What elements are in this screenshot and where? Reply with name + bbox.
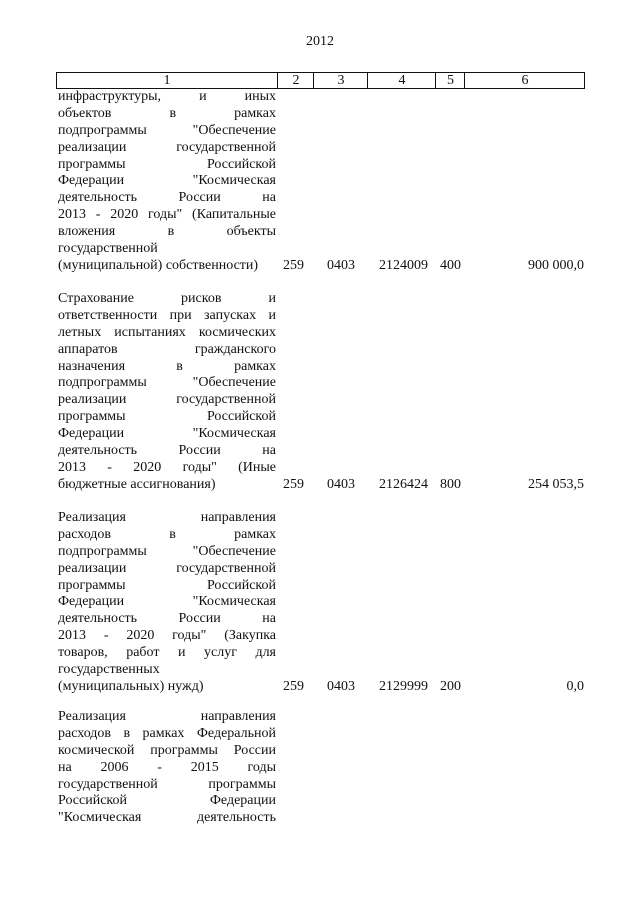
row-description: [58, 510, 276, 696]
desc-line: подпрограммы "Обеспечение: [58, 122, 276, 138]
desc-line: деятельность России на: [58, 611, 276, 627]
cell-col-5: 400: [440, 258, 461, 273]
header-col-5: 5: [435, 73, 465, 88]
desc-line: 2013 - 2020 годы" (Закупка: [58, 628, 276, 644]
desc-line: Реализация направления: [58, 510, 276, 525]
desc-line: подпрограммы "Обеспечение: [58, 375, 276, 391]
desc-line: государственной: [58, 241, 158, 257]
desc-line: программы Российской: [58, 156, 276, 172]
desc-line: реализации государственной: [58, 392, 276, 408]
desc-line: назначения в рамках: [58, 358, 276, 374]
cell-col-6: 254 053,5: [528, 477, 584, 492]
desc-line: Реализация направления: [58, 709, 276, 724]
desc-line: "Космическая деятельность: [58, 810, 276, 826]
cell-col-4: 2126424: [379, 477, 428, 492]
cell-col-2: 259: [283, 477, 304, 492]
desc-line: деятельность России на: [58, 443, 276, 459]
table-header: [56, 72, 585, 89]
cell-col-3: 0403: [327, 679, 355, 694]
desc-line: объектов в рамках: [58, 105, 276, 121]
desc-line: Российской Федерации: [58, 793, 276, 809]
desc-line: расходов в рамках: [58, 526, 276, 542]
desc-line: 2013 - 2020 годы" (Иные: [58, 459, 276, 475]
header-col-4: 4: [367, 73, 436, 88]
desc-line: аппаратов гражданского: [58, 341, 276, 357]
header-col-6: 6: [464, 73, 585, 88]
desc-line: Федерации "Космическая: [58, 173, 276, 189]
desc-line: подпрограммы "Обеспечение: [58, 543, 276, 559]
desc-line: 2013 - 2020 годы" (Капитальные: [58, 207, 276, 223]
desc-line: реализации государственной: [58, 139, 276, 155]
desc-line: деятельность России на: [58, 190, 276, 206]
desc-line: реализации государственной: [58, 560, 276, 576]
desc-line: Страхование рисков и: [58, 291, 276, 306]
desc-line: летных испытаниях космических: [58, 324, 276, 340]
cell-col-6: 0,0: [566, 679, 584, 694]
cell-col-5: 200: [440, 679, 461, 694]
row-description: [58, 89, 276, 275]
desc-line: на 2006 - 2015 годы: [58, 759, 276, 775]
desc-line: государственной программы: [58, 776, 276, 792]
desc-line: Федерации "Космическая: [58, 594, 276, 610]
desc-line: (муниципальной) собственности): [58, 257, 259, 273]
desc-line: ответственности при запусках и: [58, 307, 276, 323]
desc-line: товаров, работ и услуг для: [58, 645, 276, 661]
cell-col-2: 259: [283, 679, 304, 694]
header-col-3: 3: [313, 73, 368, 88]
cell-col-2: 259: [283, 258, 304, 273]
desc-line: инфраструктуры, и иных: [58, 89, 276, 104]
cell-col-3: 0403: [327, 258, 355, 273]
desc-line: космической программы России: [58, 742, 276, 758]
cell-col-3: 0403: [327, 477, 355, 492]
desc-line: (муниципальных) нужд): [58, 678, 204, 694]
desc-line: бюджетные ассигнования): [58, 476, 216, 492]
cell-col-6: 900 000,0: [528, 258, 584, 273]
page-number: 2012: [306, 34, 334, 49]
cell-col-4: 2124009: [379, 258, 428, 273]
desc-line: государственных: [58, 662, 160, 678]
desc-line: программы Российской: [58, 577, 276, 593]
header-col-2: 2: [277, 73, 314, 88]
row-description: [58, 709, 276, 827]
desc-line: расходов в рамках Федеральной: [58, 725, 276, 741]
cell-col-4: 2129999: [379, 679, 428, 694]
row-description: [58, 291, 276, 494]
desc-line: программы Российской: [58, 409, 276, 425]
header-col-1: 1: [163, 73, 171, 88]
desc-line: Федерации "Космическая: [58, 426, 276, 442]
desc-line: вложения в объекты: [58, 224, 276, 240]
cell-col-5: 800: [440, 477, 461, 492]
